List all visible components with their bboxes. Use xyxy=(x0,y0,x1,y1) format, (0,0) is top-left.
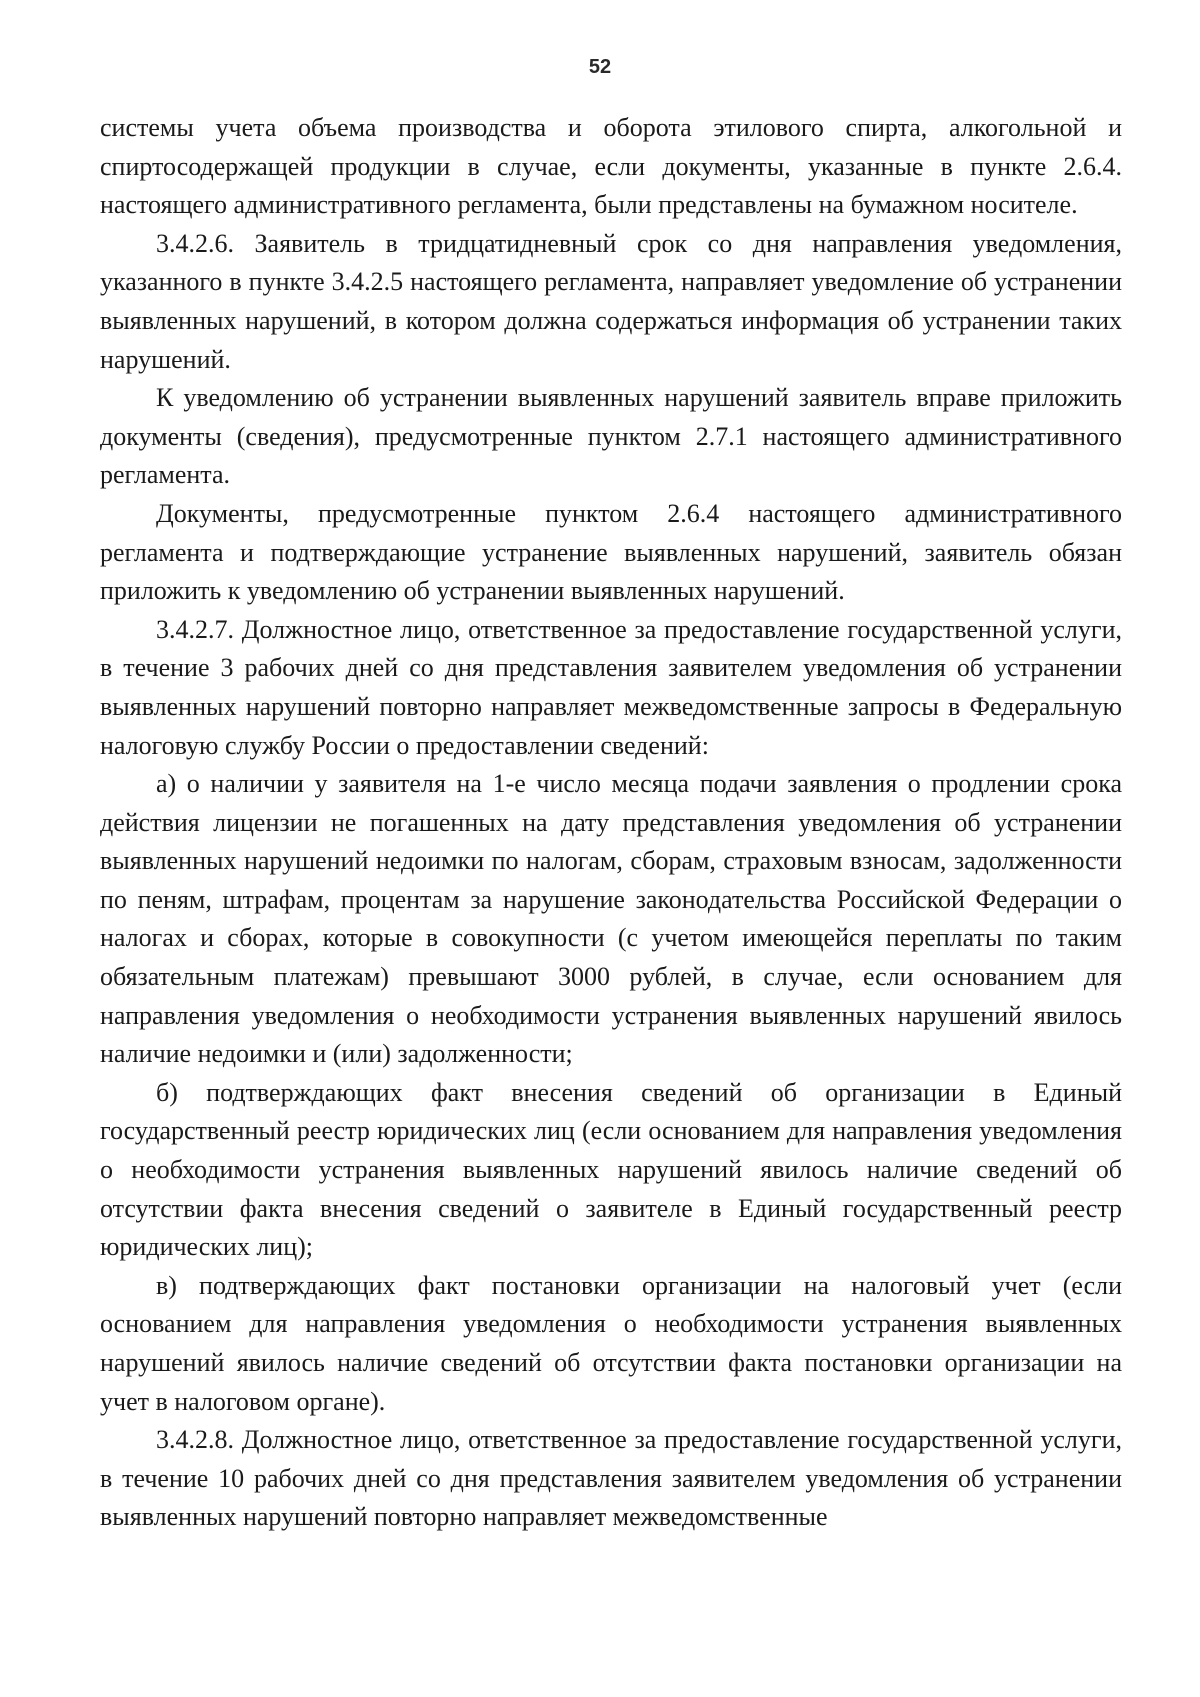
list-item-a: а) о наличии у заявителя на 1-е число месяца подачи заявления о продлении срока действия лицензии не погашенных на дату представления уведомления об устранении выявленных нарушений недоимки по налогам, сборам, страховым взносам, задолженности по пеням, штрафам, процентам за нарушение законодательства Российской Федерации о налогах и сборах, которые в совокупности (с учетом имеющейся переплаты по таким обязательным платежам) превышают 3000 рублей, в случае, если основанием для направления уведомления о необходимости устранения выявленных нарушений явилось наличие недоимки и (или) задолженности; xyxy=(100,769,1122,1069)
document-body xyxy=(100,109,1122,1537)
paragraph-3-4-2-8: 3.4.2.8. Должностное лицо, ответственное за предоставление государственной услуги, в течение 10 рабочих дней со дня представления заявителем уведомления об устранении выявленных нарушений повторно направляет межведомственные xyxy=(100,1425,1122,1532)
page-number: 52 xyxy=(588,56,612,78)
paragraph-3-4-2-7: 3.4.2.7. Должностное лицо, ответственное за предоставление государственной услуги, в течение 3 рабочих дней со дня представления заявителем уведомления об устранении выявленных нарушений повторно направляет межведомственные запросы в Федеральную налоговую службу России о предоставлении сведений: xyxy=(100,614,1122,760)
list-item-b: б) подтверждающих факт внесения сведений об организации в Единый государственный реестр юридических лиц (если основанием для направления уведомления о необходимости устранения выявленных нарушений явилось наличие сведений об отсутствии факта внесения сведений о заявителе в Единый государственный реестр юридических лиц); xyxy=(100,1077,1122,1262)
paragraph-3-4-2-6: 3.4.2.6. Заявитель в тридцатидневный срок со дня направления уведомления, указанного в пункте 3.4.2.5 настоящего регламента, направляет уведомление об устранении выявленных нарушений, в котором должна содержаться информация об устранении таких нарушений. xyxy=(100,228,1122,374)
list-item-v: в) подтверждающих факт постановки организации на налоговый учет (если основанием для направления уведомления о необходимости устранения выявленных нарушений явилось наличие сведений об отсутствии факта постановки организации на учет в налоговом органе). xyxy=(100,1270,1122,1416)
paragraph-required-documents: Документы, предусмотренные пунктом 2.6.4 настоящего административного регламента и подтверждающие устранение выявленных нарушений, заявитель обязан приложить к уведомлению об устранении выявленных нарушений. xyxy=(100,498,1122,606)
paragraph-continuation: системы учета объема производства и оборота этилового спирта, алкогольной и спиртосодержащей продукции в случае, если документы, указанные в пункте 2.6.4. настоящего административного регламента, были представлены на бумажном носителе. xyxy=(100,113,1122,220)
paragraph-attach-documents: К уведомлению об устранении выявленных нарушений заявитель вправе приложить документы (сведения), предусмотренные пунктом 2.7.1 настоящего административного регламента. xyxy=(100,383,1122,490)
